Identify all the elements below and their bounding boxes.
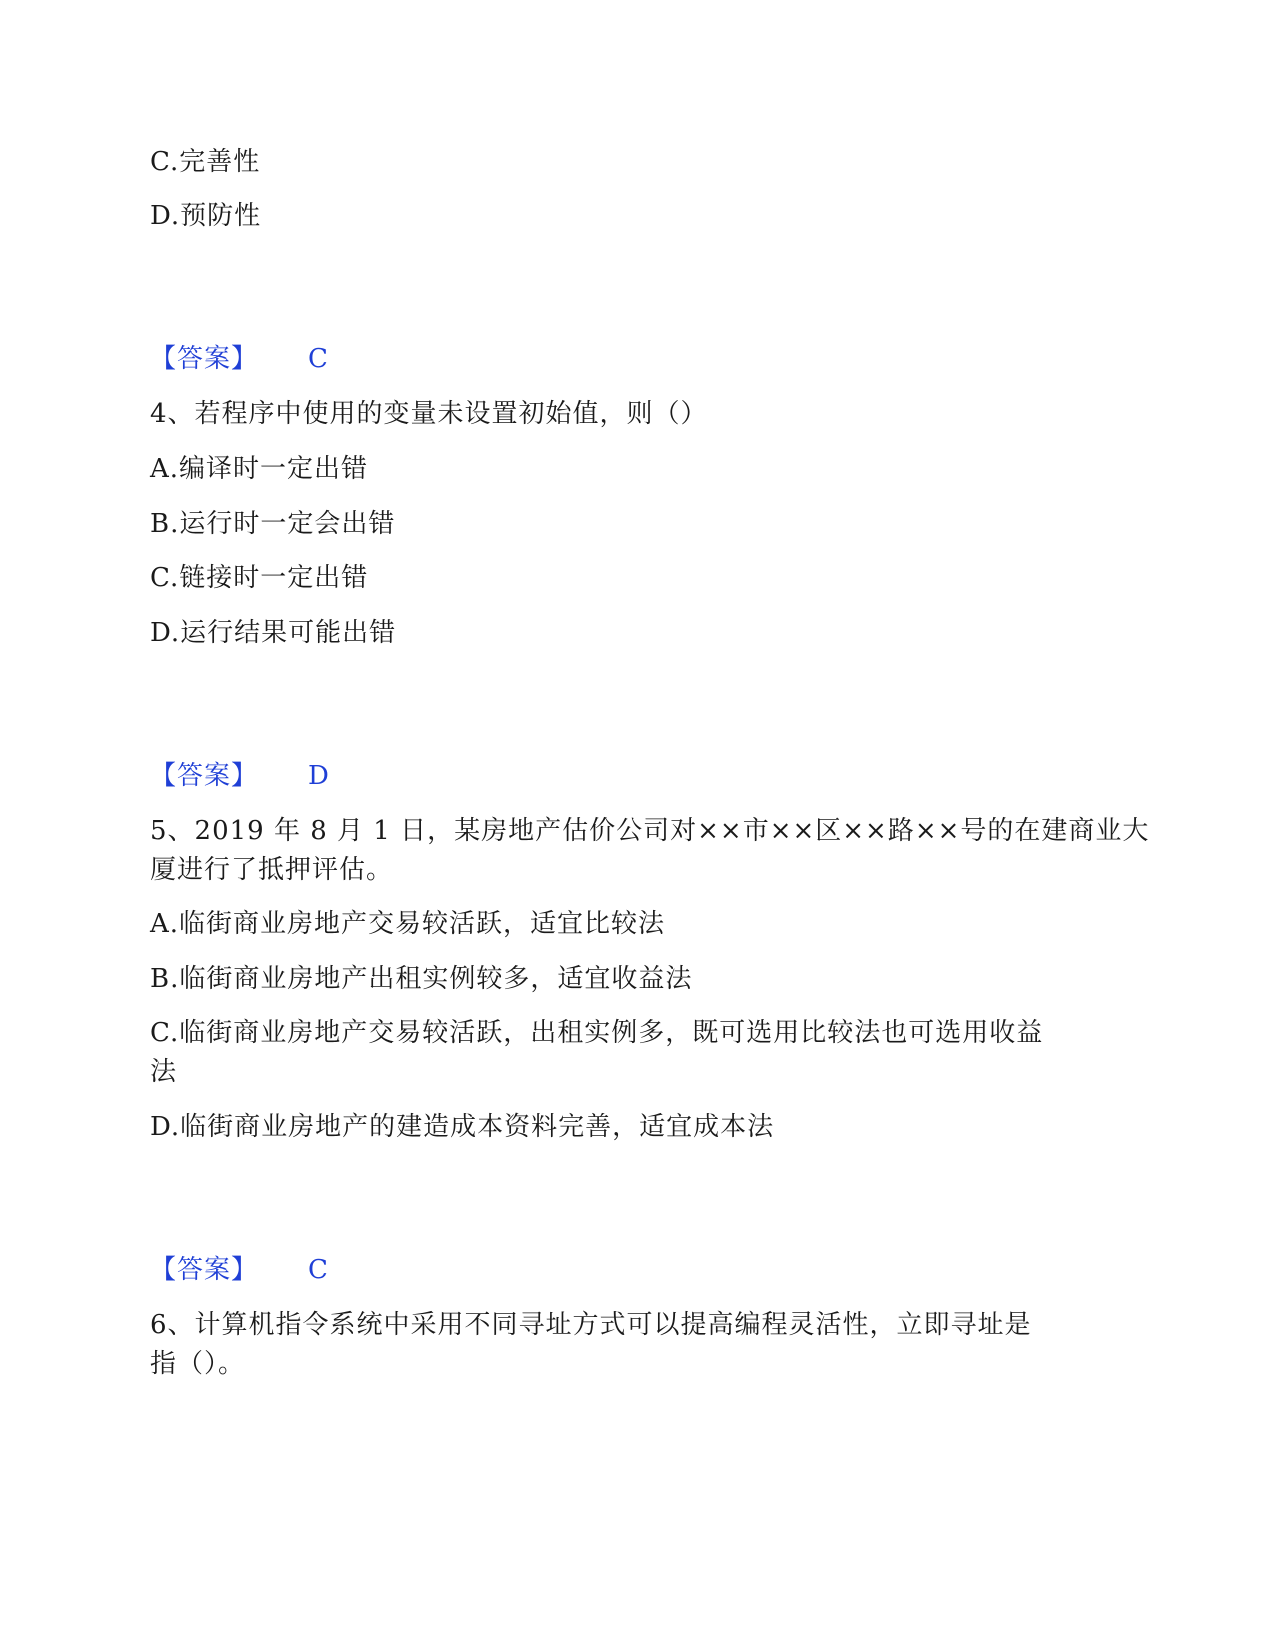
q3-option-c: C.完善性 [150,147,261,177]
answer-value: C [308,1255,329,1285]
q4-option-d: D.运行结果可能出错 [150,618,397,648]
answer-label: 【答案】 [150,344,259,374]
q5-option-b: B.临街商业房地产出租实例较多，适宜收益法 [150,964,693,994]
q6-stem-line2: 指（）。 [150,1349,246,1379]
q6-stem-line1: 6、计算机指令系统中采用不同寻址方式可以提高编程灵活性，立即寻址是 [150,1310,1032,1340]
q5-stem-line1: 5、2019 年 8 月 1 日，某房地产估价公司对××市××区××路××号的在建商业大 [150,816,1150,846]
q5-option-c-line1: C.临街商业房地产交易较活跃，出租实例多，既可选用比较法也可选用收益 [150,1018,1044,1048]
q4-stem: 4、若程序中使用的变量未设置初始值，则（） [150,399,708,429]
q4-option-b: B.运行时一定会出错 [150,509,396,539]
answer-label: 【答案】 [150,1255,259,1285]
q4-answer-row [150,759,330,793]
q3-option-d: D.预防性 [150,201,262,231]
answer-label: 【答案】 [150,761,259,791]
q4-option-c: C.链接时一定出错 [150,563,369,593]
q5-option-d: D.临街商业房地产的建造成本资料完善，适宜成本法 [150,1112,775,1142]
q5-option-c-line2: 法 [150,1057,178,1087]
answer-value: D [308,761,330,791]
q4-option-a: A.编译时一定出错 [150,454,369,484]
q3-answer-row [150,342,329,376]
q5-stem-line2: 厦进行了抵押评估。 [150,855,394,885]
answer-value: C [308,344,329,374]
q5-answer-row [150,1253,329,1287]
q5-option-a: A.临街商业房地产交易较活跃，适宜比较法 [150,909,666,939]
